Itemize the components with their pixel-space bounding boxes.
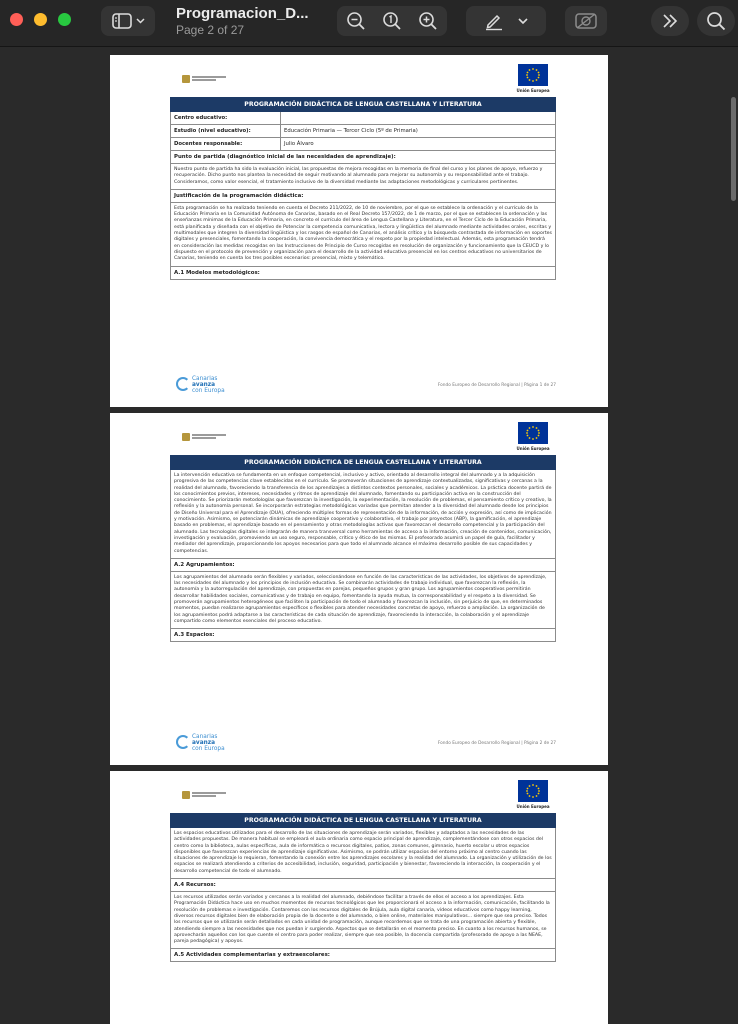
eu-label: Unión Europea [516, 804, 550, 809]
section-body [170, 828, 556, 879]
section-body [170, 892, 556, 949]
search-button[interactable] [697, 6, 735, 36]
pdf-page-2[interactable] [110, 413, 608, 765]
markup-button[interactable] [466, 6, 546, 36]
canarias-logo [176, 733, 236, 753]
canarias-logo-icon [176, 377, 190, 391]
canarias-logo [176, 375, 236, 395]
field-key: Docentes responsable: [171, 138, 281, 150]
canarias-logo-icon [176, 735, 190, 749]
field-value: Educación Primaria — Tercer Ciclo (5º de Primaria) [284, 128, 418, 134]
document-table [170, 97, 556, 280]
chevron-down-icon [136, 18, 145, 24]
field-row [170, 125, 556, 138]
document-table [170, 455, 556, 642]
scrollbar-thumb[interactable] [731, 97, 736, 201]
redact-icon [575, 12, 597, 30]
logo-line: avanza [192, 740, 216, 746]
banner-title: PROGRAMACIÓN DIDÁCTICA DE LENGUA CASTELLANA Y LITERATURA [170, 455, 556, 470]
eu-label: Unión Europea [516, 446, 550, 451]
banner-title: PROGRAMACIÓN DIDÁCTICA DE LENGUA CASTELLANA Y LITERATURA [170, 97, 556, 112]
eu-flag-icon [518, 64, 548, 86]
section-heading: A.5 Actividades complementarias y extraescolares: [170, 949, 556, 962]
section-text: Nuestro punto de partida ha sido la evaluación inicial, las propuestas de mejora recogidas en la memoria de final del curso y los planes de apoyo, refuerzo y recuperación. Dicho punto nos plantea la necesidad de seguir motivando al alumnado para mejorar su autonomía y su responsabilidad ante el trabajo. Consideramos, como valor esencial, el tratamiento inclusivo de la diversidad mediante las adaptaciones metodológicas y curriculares pertinentes. [174, 167, 543, 185]
title-bar [0, 0, 738, 47]
government-logo-icon [182, 75, 226, 87]
zoom-window-button[interactable] [58, 13, 71, 26]
field-value: Julio Álvaro [284, 141, 314, 147]
logo-line: con Europa [192, 746, 225, 752]
chevron-down-icon [518, 18, 528, 25]
eu-flag-icon [518, 422, 548, 444]
document-viewer[interactable] [0, 47, 738, 1024]
document-title[interactable]: Programacion_D... [176, 5, 309, 22]
eu-flag-icon [518, 780, 548, 802]
section-body [170, 572, 556, 629]
section-text: Los recursos utilizados serán variados y cercanos a la realidad del alumnado, debiéndose facilitar a través de ellos el acceso a los aprendizajes. Esta Programación Didáctica hace uso en muchos momentos de recursos tecnológicos que les proporcionará el acceso a la información, comunicación, facilitando la resolución de problemas e investigación. Contaremos con los recursos digitales de Brújula, aula digital canaria, vídeos educativos como happy learning, diversos recursos digitales bien de elaboración propia de la docente o del alumnado, o bien online, materiales manipulativos... siempre que sea preciso. Todos los recursos que se utilizarán serán detallados en cada unidad de programación, aunque recordemos que se trata de una programación abierta y flexible, atendiendo siempre a las necesidades que nos puedan ir surgiendo. Aspectos que se detallarán en el momento preciso. En cuanto a los recursos humanos, se aprovecharán aquellos con los que cuente el centro para poder realizar, siempre que sea posible, la docencia compartida (profesorado de apoyo a las NEAE, pareja pedagógica) y apoyos. [174, 895, 550, 945]
document-table [170, 813, 556, 962]
field-row [170, 112, 556, 125]
zoom-out-icon[interactable] [346, 11, 366, 31]
section-text: Los agrupamientos del alumnado serán flexibles y variados, seleccionándose en función de las características de las actividades, los objetivos de aprendizaje, las necesidades del alumnado y los principios de inclusión educativa. Se combinarán actividades de trabajo individual, que favorezcan la reflexión, la autonomía y la autorregulación del aprendizaje, con propuestas en parejas, pequeños grupos y gran grupo. Los agrupamientos cooperativos permitirán desarrollar habilidades sociales, comunicativas y de trabajo en equipo, fomentando la ayuda mutua, la corresponsabilidad y el respeto a la diversidad. Se promoverán agrupamientos heterogéneos que faciliten la participación de todo el alumnado y favorezcan la inclusión, sin perjuicio de que, en determinados momentos, puedan realizarse agrupamientos específicos o flexibles para atender necesidades concretas de apoyo, refuerzo o ampliación. La organización de los agrupamientos podrá adaptarse a las características de cada situación de aprendizaje, favoreciendo la interacción, la colaboración y el aprendizaje compartido como elementos esenciales del proceso educativo. [174, 574, 547, 624]
close-window-button[interactable] [10, 13, 23, 26]
section-heading: A.3 Espacios: [170, 629, 556, 642]
more-tools-button[interactable] [651, 6, 689, 36]
section-text: La intervención educativa se fundamenta en un enfoque competencial, inclusivo y activo, orientado al desarrollo integral del alumnado y a la adquisición progresiva de las competencias clave establecidas en el currículo. Se promoverán situaciones de aprendizaje contextualizadas, significativas y cercanas a la realidad del alumnado, favoreciendo la transferencia de los aprendizajes a distintos contextos personales, sociales y académicos. La práctica docente partirá de los conocimientos previos, intereses, necesidades y ritmos de aprendizaje del alumnado, fomentando su participación activa en la construcción del conocimiento. Se priorizarán metodologías que favorezcan la investigación, la experimentación, la resolución de problemas, el pensamiento crítico y creativo, la reflexión y la autonomía personal. Se incorporarán estrategias metodológicas variadas que permitan atender a la diversidad del alumnado desde los principios de Diseño Universal para el Aprendizaje (DUA), ofreciendo múltiples formas de representación de la información, de acción y expresión, así como de implicación y motivación. Asimismo, se potenciarán dinámicas de aprendizaje cooperativo y colaborativo, el trabajo por proyectos (ABP), la gamificación, el aprendizaje basado en problemas, el aprendizaje basado en el pensamiento y otras metodologías activas que favorezcan el desarrollo competencial y la participación del alumnado. Las tecnologías digitales se integrarán de manera transversal como herramientas de acceso a la información, creación de contenidos, comunicación, investigación y evaluación, promoviendo un uso seguro, responsable, crítico y ético de las mismas. El profesorado asumirá un papel de guía, facilitador y mediador del aprendizaje, proporcionando los apoyos necesarios para que todo el alumnado alcance el máximo desarrollo posible de sus capacidades y competencias. [174, 473, 552, 554]
minimize-window-button[interactable] [34, 13, 47, 26]
section-heading: Punto de partida (diagnóstico inicial de las necesidades de aprendizaje): [170, 151, 556, 164]
section-body [170, 203, 556, 267]
sidebar-toggle-button[interactable] [101, 6, 155, 36]
section-text: Esta programación se ha realizado teniendo en cuenta el Decreto 211/2022, de 10 de noviembre, por el que se establece la ordenación y el currículo de la Educación Primaria en la Comunidad Autónoma de Canarias, basado en el Real Decreto 157/2022, de 1 de marzo, por el que se establecen la ordenación y las enseñanzas mínimas de la Educación Primaria, en concreto el currículo del área de Lengua Castellana y Literatura, en el Tercer Ciclo de la Educación Primaria, está planificada y diseñada con el objetivo de Potenciar la competencia comunicativa, lectora y lingüística del alumnado mediante actividades orales, escritas y multimodales que integren la diversidad lingüística y los rasgos de español de Canarias, el análisis crítico y la búsqueda contrastada de información en soportes digitales y presenciales, fomentando la cooperación, la convivencia democrática y el respeto por la propiedad intelectual. Además, esta programación tendrá en consideración las medidas recogidas en las Instrucciones de Principio de Curso recogidas en resolución de organización y funcionamiento que la CEUCD y lo dispuesto en el protocolo de prevención y organización para el desarrollo de la actividad educativa presencial en los centros educativos no universitarios de Canarias, teniendo en cuenta los tres posibles escenarios: presencial, mixto y telemático. [174, 205, 552, 262]
field-key: Centro educativo: [171, 112, 281, 124]
zoom-reset-icon[interactable] [382, 11, 402, 31]
logo-line: avanza [192, 382, 216, 388]
government-logo-icon [182, 433, 226, 445]
logo-line: con Europa [192, 388, 225, 394]
redact-button[interactable] [565, 6, 607, 36]
section-heading: A.1 Modelos metodológicos: [170, 267, 556, 280]
page-indicator: Page 2 of 27 [176, 23, 245, 37]
field-key: Estudio (nivel educativo): [171, 125, 281, 137]
sidebar-icon [112, 13, 132, 29]
section-heading: A.4 Recursos: [170, 879, 556, 892]
field-row [170, 138, 556, 151]
section-body [170, 164, 556, 190]
section-heading: Justificación de la programación didáctica: [170, 190, 556, 203]
pdf-page-1[interactable] [110, 55, 608, 407]
pdf-page-3[interactable] [110, 771, 608, 1024]
field-value [281, 112, 555, 124]
section-body [170, 470, 556, 559]
markup-pen-icon [484, 11, 504, 31]
section-text: Los espacios educativos utilizados para el desarrollo de las situaciones de aprendizaje serán variados, flexibles y adaptados a las necesidades de las actividades propuestas. De manera habitual se empleará el aula ordinaria como espacio principal de aprendizaje, complementándose con otros espacios del centro como la biblioteca, aulas específicas, aula de informática o recursos digitales, patios, zonas comunes, gimnasio, huerto escolar u otros espacios disponibles que favorezcan experiencias de aprendizaje significativas. Asimismo, se podrán utilizar espacios del entorno próximo al centro cuando las situaciones de aprendizaje lo requieran, fomentando la conexión entre los aprendizajes escolares y la realidad del alumnado. La organización y utilización de los espacios se realizará atendiendo a criterios de accesibilidad, inclusión, seguridad, participación y bienestar, favoreciendo la interacción, la cooperación y el desarrollo competencial de todo el alumnado. [174, 831, 552, 874]
page-footer: Fondo Europeo de Desarrollo Regional | Página 2 de 27 [437, 741, 556, 746]
logo-line: Canarias [192, 734, 218, 740]
eu-label: Unión Europea [516, 88, 550, 93]
page-footer: Fondo Europeo de Desarrollo Regional | Página 1 de 27 [437, 383, 556, 388]
government-logo-icon [182, 791, 226, 803]
search-icon [706, 11, 726, 31]
banner-title: PROGRAMACIÓN DIDÁCTICA DE LENGUA CASTELLANA Y LITERATURA [170, 813, 556, 828]
document-title-block [176, 5, 316, 37]
chevron-double-right-icon [661, 13, 679, 29]
zoom-in-icon[interactable] [418, 11, 438, 31]
logo-line: Canarias [192, 376, 218, 382]
zoom-controls [337, 6, 447, 36]
section-heading: A.2 Agrupamientos: [170, 559, 556, 572]
